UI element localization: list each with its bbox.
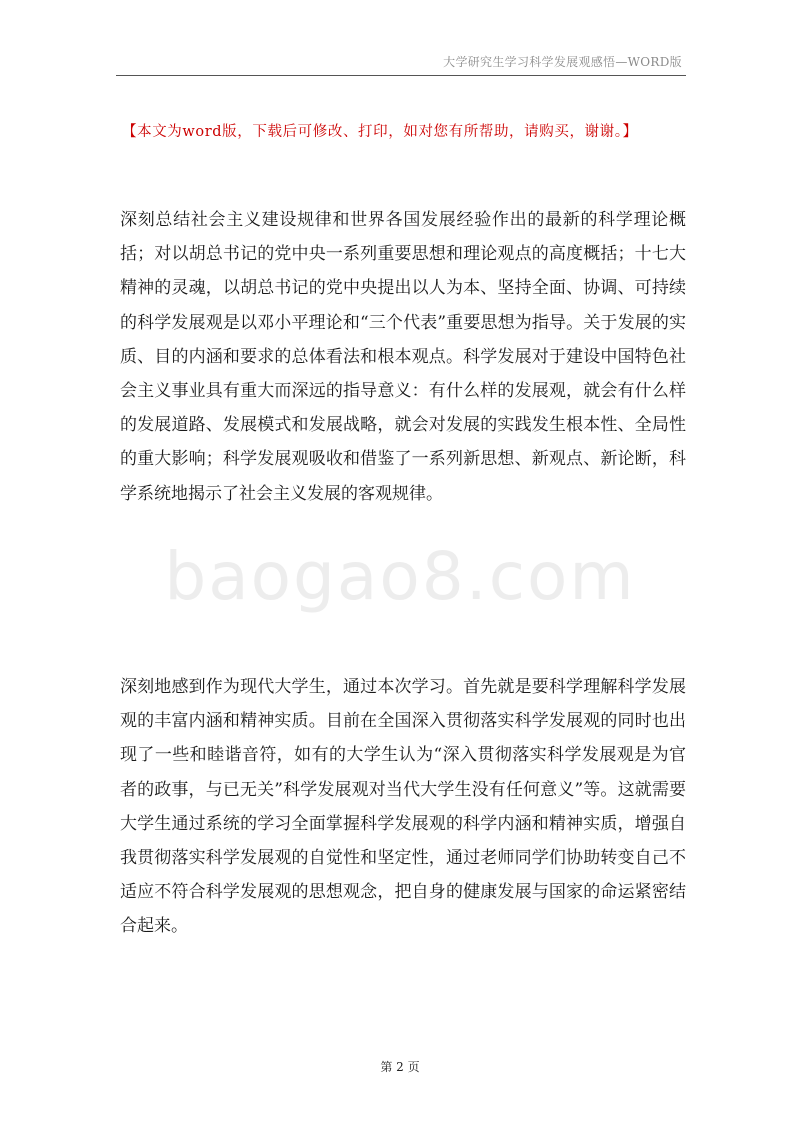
watermark: baogao8.com <box>164 538 636 615</box>
page-number: 第 2 页 <box>380 1060 420 1074</box>
header-title: 大学研究生学习科学发展观感悟—WORD版 <box>443 55 682 69</box>
body-paragraph-1: 深刻总结社会主义建设规律和世界各国发展经验作出的最新的科学理论概括；对以胡总书记的党中央一系列重要思想和理论观点的高度概括；十七大精神的灵魂，以胡总书记的党中央提出以人为本、坚持全面、协调、可持续的科学发展观是以邓小平理论和“三个代表”重要思想为指导。关于发展的实质、目的内涵和要求的总体看法和根本观点。科学发展对于建设中国特色社会主义事业具有重大而深远的指导意义：有什么样的发展观，就会有什么样的发展道路、发展模式和发展战略，就会对发展的实践发生根本性、全局性的重大影响；科学发展观吸收和借鉴了一系列新思想、新观点、新论断，科学系统地揭示了社会主义发展的客观规律。 <box>120 210 686 504</box>
body-paragraph-2: 深刻地感到作为现代大学生，通过本次学习。首先就是要科学理解科学发展观的丰富内涵和精神实质。目前在全国深入贯彻落实科学发展观的同时也出现了一些和睦谐音符，如有的大学生认为“深入贯彻落实科学发展观是为官者的政事，与已无关”科学发展观对当代大学生没有任何意义”等。这就需要大学生通过系统的学习全面掌握科学发展观的科学内涵和精神实质，增强自我贯彻落实科学发展观的自觉性和坚定性，通过老师同学们协助转变自己不适应不符合科学发展观的思想观念，把自身的健康发展与国家的命运紧密结合起来。 <box>120 677 686 937</box>
header-divider <box>116 75 686 76</box>
purchase-notice: 【本文为word版，下载后可修改、打印，如对您有所帮助，请购买，谢谢。】 <box>122 124 638 140</box>
